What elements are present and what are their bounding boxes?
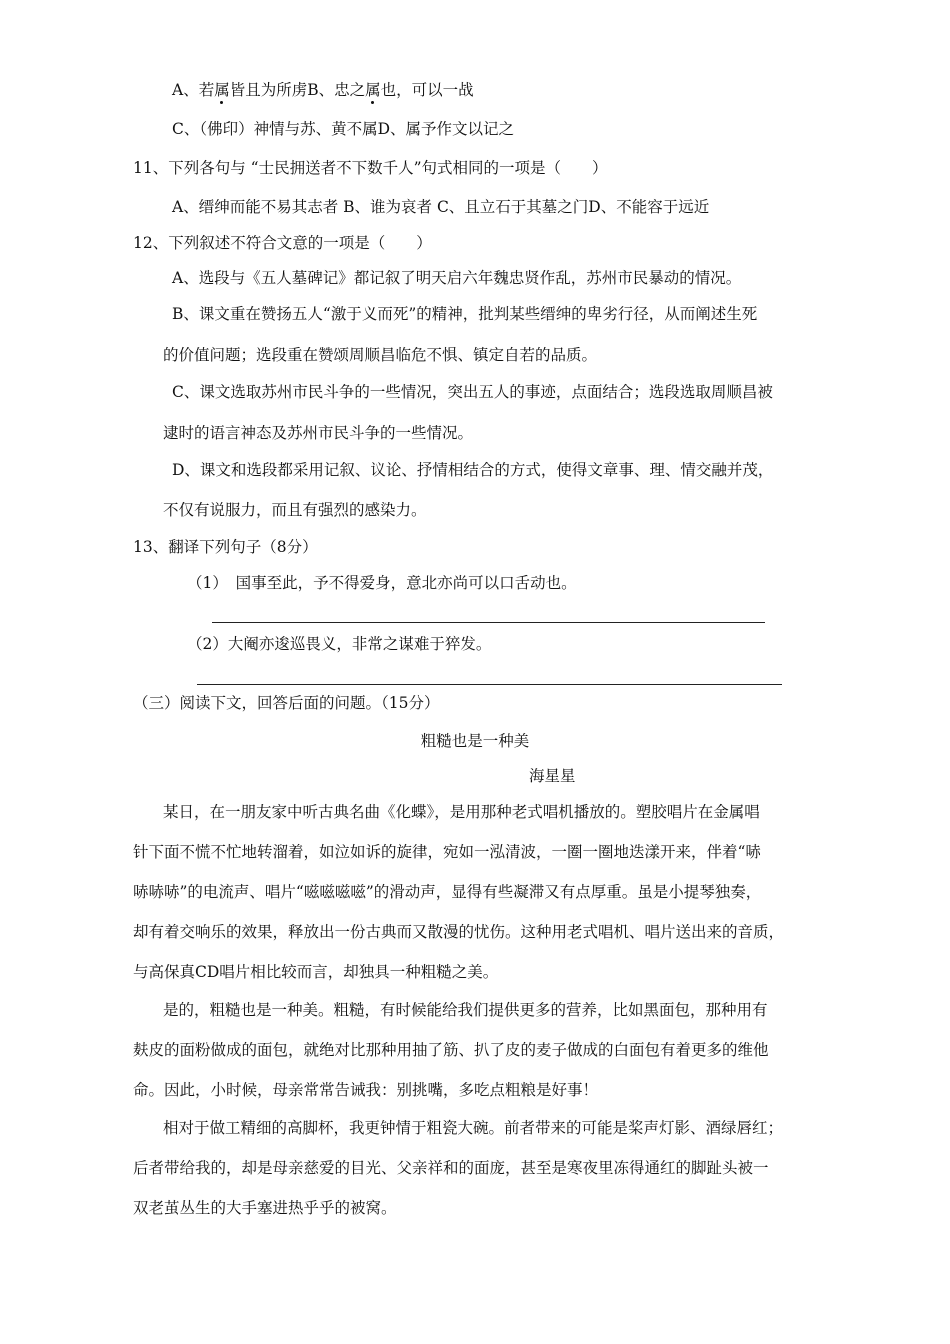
paragraph-line: 后者带给我的，却是母亲慈爱的目光、父亲祥和的面庞，甚至是寒夜里冻得通红的脚趾头被一	[133, 1159, 769, 1177]
q12-option-a: A、选段与《五人墓碑记》都记叙了明天启六年魏忠贤作乱，苏州市民暴动的情况。	[172, 269, 742, 287]
emphasis-dot-char: 属	[214, 81, 230, 99]
q11-stem: 11、下列各句与 “士民拥送者不下数千人”句式相同的一项是（ ）	[133, 159, 608, 177]
paragraph-line: 相对于做工精细的高脚杯，我更钟情于粗瓷大碗。前者带来的可能是桨声灯影、酒绿唇红；	[163, 1119, 784, 1137]
paragraph-line: 命。因此，小时候，母亲常常告诫我：别挑嘴，多吃点粗粮是好事！	[133, 1081, 599, 1099]
paragraph-line: 麸皮的面粉做成的面包，就绝对比那种用抽了筋、扒了皮的麦子做成的白面包有着更多的维他	[133, 1041, 769, 1059]
q12-option-b-line2: 的价值问题；选段重在赞颂周顺昌临危不惧、镇定自若的品质。	[163, 346, 598, 364]
q13-sentence-1: （1） 国事至此，予不得爱身，意北亦尚可以口舌动也。	[187, 574, 577, 592]
q12-option-c-line2: 逮时的语言神态及苏州市民斗争的一些情况。	[163, 424, 474, 442]
q13-stem: 13、翻译下列句子（8分）	[133, 538, 318, 556]
q13-sentence-2: （2）大阉亦逡巡畏义，非常之谋难于猝发。	[187, 635, 492, 653]
essay-title: 粗糙也是一种美	[420, 732, 530, 750]
answer-line-1[interactable]	[212, 622, 765, 623]
q12-option-c-line1: C、课文选取苏州市民斗争的一些情况，突出五人的事迹，点面结合；选段选取周顺昌被	[172, 383, 773, 401]
paragraph-line: 与高保真CD唱片相比较而言，却独具一种粗糙之美。	[133, 963, 499, 981]
paragraph-line: 针下面不慌不忙地转溜着，如泣如诉的旋律，宛如一泓清波，一圈一圈地迭漾开来，伴着“哧	[133, 843, 761, 861]
q10-option-a-b: A、若属皆且为所虏B、忠之属也，可以一战	[172, 81, 474, 99]
q12-option-d-line2: 不仅有说服力，而且有强烈的感染力。	[163, 501, 427, 519]
q10-option-c-d: C、（佛印）神情与苏、黄不属D、属予作文以记之	[172, 120, 515, 138]
essay-author: 海星星	[529, 767, 576, 785]
paragraph-line: 却有着交响乐的效果，释放出一份古典而又散漫的忧伤。这种用老式唱机、唱片送出来的音质，	[133, 923, 785, 941]
paragraph-line: 哧哧哧”的电流声、唱片“嗞嗞嗞嗞”的滑动声，显得有些凝滞又有点厚重。虽是小提琴独奏，	[133, 883, 762, 901]
emphasis-dot-char: 属	[365, 81, 381, 99]
section-heading: （三）阅读下文，回答后面的问题。（15分）	[133, 694, 440, 712]
paragraph-line: 某日，在一朋友家中听古典名曲《化蝶》，是用那种老式唱机播放的。塑胶唱片在金属唱	[163, 803, 760, 821]
paragraph-line: 双老茧丛生的大手塞进热乎乎的被窝。	[133, 1199, 397, 1217]
q12-option-d-line1: D、课文和选段都采用记叙、议论、抒情相结合的方式，使得文章事、理、情交融并茂，	[172, 461, 774, 479]
paragraph-line: 是的，粗糙也是一种美。粗糙，有时候能给我们提供更多的营养，比如黑面包，那种用有	[163, 1001, 768, 1019]
q12-stem: 12、下列叙述不符合文意的一项是（ ）	[133, 234, 432, 252]
q11-options: A、缙绅而能不易其志者 B、谁为哀者 C、且立石于其墓之门D、不能容于远近	[172, 198, 710, 216]
q12-option-b-line1: B、课文重在赞扬五人“激于义而死”的精神，批判某些缙绅的卑劣行径，从而阐述生死	[172, 305, 758, 323]
answer-line-2[interactable]	[197, 684, 782, 685]
